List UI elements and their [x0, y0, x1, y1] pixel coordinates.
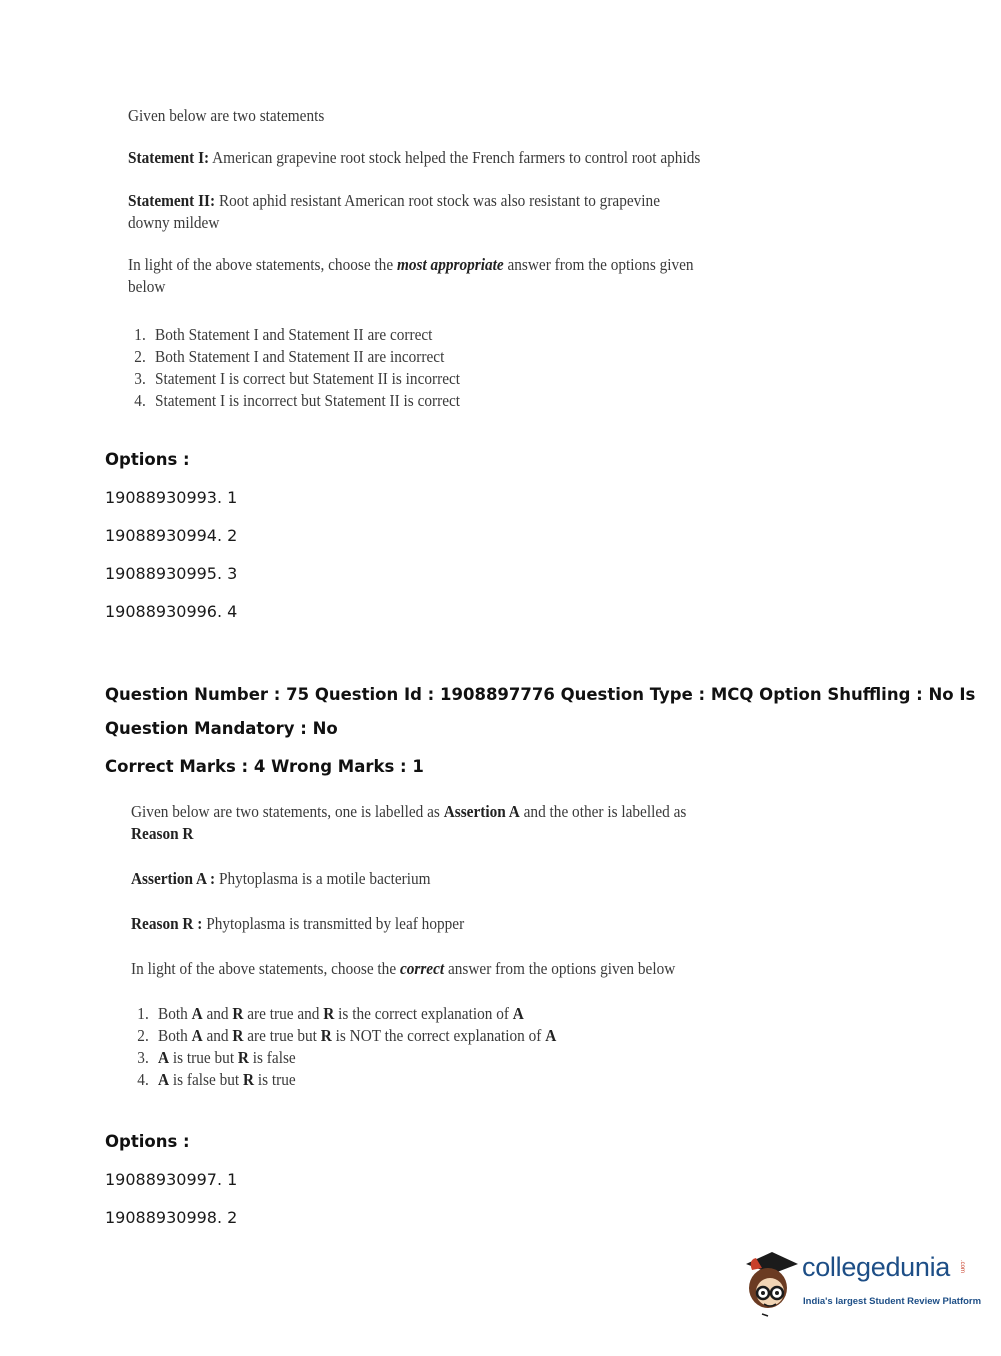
q74-options-label: Options :: [105, 450, 190, 469]
q74-instruction: In light of the above statements, choose the most appropriate answer from the options given below: [128, 255, 694, 296]
q74-option: 19088930996. 4: [105, 602, 238, 621]
q74-statement-2: Statement II: Root aphid resistant American root stock was also resistant to grapevine downy mildew: [128, 191, 660, 232]
q74-choice-list: [128, 324, 700, 412]
q74-option: 19088930993. 1: [105, 488, 238, 507]
logo-dot-com: .com: [959, 1260, 965, 1274]
q75-choice: 2. Both A and R are true but R is NOT the correct explanation of A: [153, 1025, 687, 1047]
q75-assertion: Assertion A : Phytoplasma is a motile bacterium: [131, 869, 431, 888]
q75-option: 19088930998. 2: [105, 1208, 238, 1227]
q75-choice-list: [131, 1003, 686, 1091]
q74-statement-1: Statement I: American grapevine root stock helped the French farmers to control root aphids: [128, 148, 701, 167]
q74-choice: 2. Both Statement I and Statement II are incorrect: [150, 346, 701, 368]
q75-marks: Correct Marks : 4 Wrong Marks : 1: [105, 757, 424, 776]
mascot-graduation-cap-icon: [742, 1248, 802, 1318]
q75-meta-line-2: Question Mandatory : No: [105, 719, 338, 738]
q74-choice: 4. Statement I is incorrect but Statement II is correct: [150, 390, 701, 412]
q75-scanned-question: [131, 801, 686, 1091]
q75-intro: Given below are two statements, one is labelled as Assertion A and the other is labelled as Reason R: [131, 802, 687, 843]
logo-wordmark: collegedunia: [802, 1252, 951, 1282]
q75-instruction: In light of the above statements, choose the correct answer from the options given below: [131, 959, 676, 978]
q74-option: 19088930994. 2: [105, 526, 238, 545]
q75-choice: 3. A is true but R is false: [153, 1047, 687, 1069]
logo-tagline: India's largest Student Review Platform: [803, 1296, 982, 1307]
collegedunia-logo: [742, 1248, 982, 1318]
q75-reason: Reason R : Phytoplasma is transmitted by leaf hopper: [131, 914, 465, 933]
q75-choice: 1. Both A and R are true and R is the correct explanation of A: [153, 1003, 687, 1025]
q74-scanned-question: [128, 105, 700, 412]
q75-option: 19088930997. 1: [105, 1170, 238, 1189]
q74-choice: 1. Both Statement I and Statement II are correct: [150, 324, 701, 346]
q75-choice: 4. A is false but R is true: [153, 1069, 687, 1091]
q75-options-label: Options :: [105, 1132, 190, 1151]
q75-meta-line-1: Question Number : 75 Question Id : 1908897776 Question Type : MCQ Option Shuffling : No Is: [105, 685, 976, 704]
q74-choice: 3. Statement I is correct but Statement II is incorrect: [150, 368, 701, 390]
q74-option: 19088930995. 3: [105, 564, 238, 583]
q74-intro: Given below are two statements: [128, 106, 325, 125]
